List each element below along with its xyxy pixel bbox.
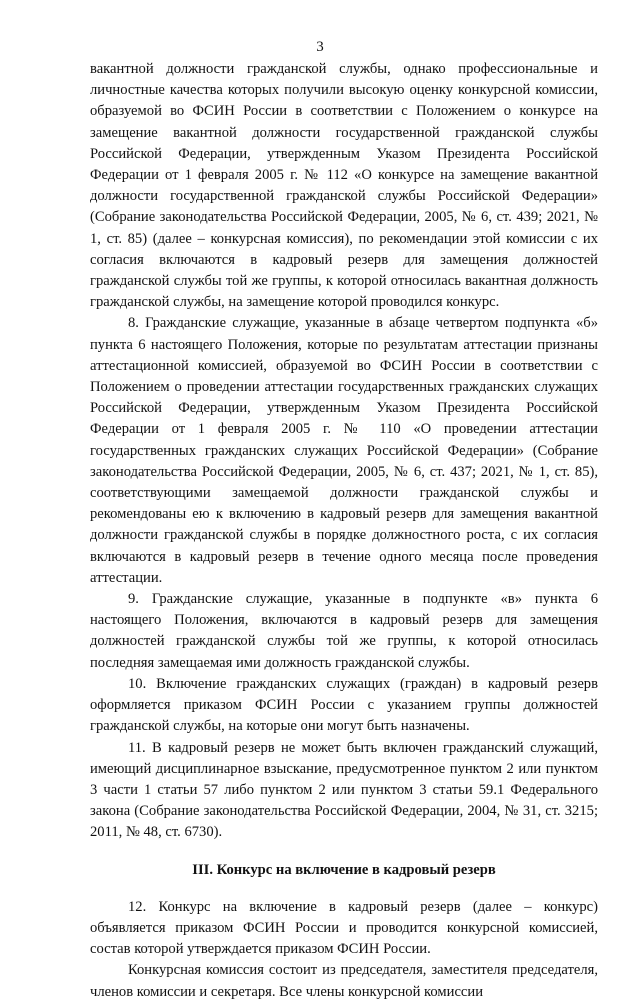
paragraph-commission-composition: Конкурсная комиссия состоит из председателя, заместителя председателя, членов комиссии и секретаря. Все члены конкурсной комиссии (90, 962, 598, 1000)
page-number: 3 (316, 39, 324, 55)
paragraph-item-9: 9. Гражданские служащие, указанные в подпункте «в» пункта 6 настоящего Положения, включаются в кадровый резерв для замещения должностей гражданской службы той же группы, к которой относилась последняя замещаемая ими должность гражданской службы. (90, 591, 598, 671)
paragraph-item-10: 10. Включение гражданских служащих (граждан) в кадровый резерв оформляется приказом ФСИН России с указанием группы должностей гражданской службы, на которые они могут быть назначены. (90, 675, 598, 735)
paragraph-continuation: вакантной должности гражданской службы, однако профессиональные и личностные качества которых получили высокую оценку конкурсной комиссии, образуемой во ФСИН России в соответствии с Положением о конкурсе на замещение вакантной должности государственной гражданской службы Российской Федерации, утвержденным Указом Президента Российской Федерации от 1 февраля 2005 г. № 112 «О конкурсе на замещение вакантной должности государственной гражданской службы Российской Федерации» (Собрание законодательства Российской Федерации, 2005, № 6, ст. 439; 2021, № 1, ст. 85) (далее – конкурсная комиссия), по рекомендации этой комиссии с их согласия включаются в кадровый резерв для замещения должностей гражданской службы той же группы, к которой относилась вакантная должность гражданской службы, на замещение которой проводился конкурс. (90, 61, 598, 311)
paragraph-item-8: 8. Гражданские служащие, указанные в абзаце четвертом подпункта «б» пункта 6 настоящего Положения, которые по результатам аттестации признаны аттестационной комиссией, образуемой во ФСИН России в соответствии с Положением о проведении аттестации государственных гражданских служащих Российской Федерации, утвержденным Указом Президента Российской Федерации от 1 февраля 2005 г. № 110 «О проведении аттестации государственных гражданских служащих Российской Федерации» (Собрание законодательства Российской Федерации, 2005, № 6, ст. 437; 2021, № 1, ст. 85), соответствующими замещаемой должности гражданской службы и рекомендованы ею к включению в кадровый резерв для замещения вакантной должности гражданской службы в порядке должностного роста, с их согласия включаются в кадровый резерв в течение одного месяца после проведения аттестации. (90, 315, 598, 586)
section-heading: III. Конкурс на включение в кадровый резерв (192, 861, 496, 878)
paragraph-item-12: 12. Конкурс на включение в кадровый резерв (далее – конкурс) объявляется приказом ФСИН России и проводится конкурсной комиссией, состав которой утверждается приказом ФСИН России. (90, 898, 598, 958)
document-body (90, 59, 598, 1003)
paragraph-item-11: 11. В кадровый резерв не может быть включен гражданский служащий, имеющий дисциплинарное взыскание, предусмотренное пунктом 2 или пунктом 3 части 1 статьи 57 либо пунктом 2 или пунктом 3 статьи 59.1 Федерального закона (Собрание законодательства Российской Федерации, 2004, № 31, ст. 3215; 2011, № 48, ст. 6730). (90, 739, 598, 841)
